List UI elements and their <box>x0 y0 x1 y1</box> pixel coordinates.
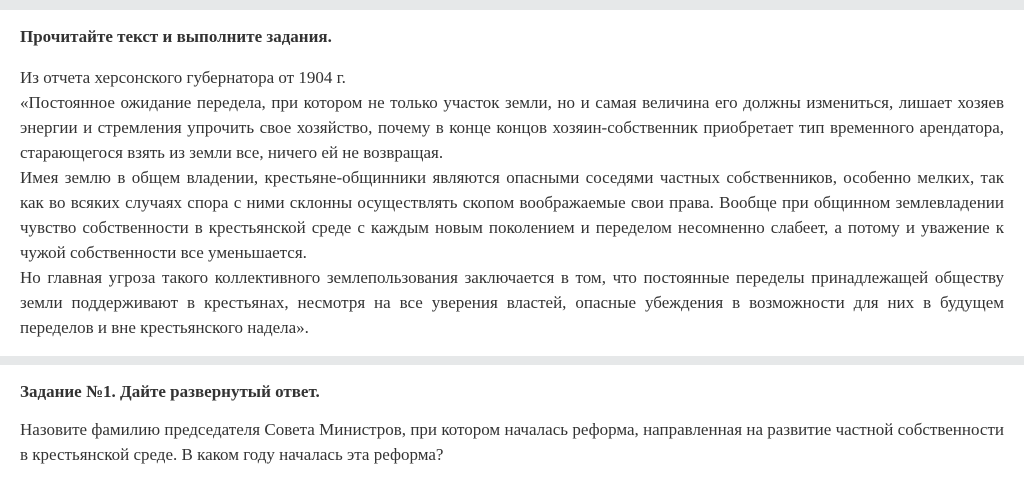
paragraph-2: Имея землю в общем владении, крестьяне-общинники являются опасными соседями частных собственников, особенно мелких, так как во всяких случаях спора с ними склонны осуществлять скопом воображаемые свои права. Вообще при общинном землевладении чувство собственности в крестьянской среде с каждым новым поколением и переделом несомненно слабеет, а потому и уважение к чужой собственности все уменьшается. <box>20 168 1004 262</box>
source-line: Из отчета херсонского губернатора от 1904 г. <box>20 68 346 87</box>
reading-heading: Прочитайте текст и выполните задания. <box>20 27 332 46</box>
reading-text <box>20 65 1004 340</box>
reading-card <box>0 10 1024 356</box>
paragraph-3: Но главная угроза такого коллективного землепользования заключается в том, что постоянные переделы принадлежащей обществу земли поддерживают в крестьянах, несмотря на все уверения властей, опасные убеждения в возможности для них в будущем переделов и вне крестьянского надела». <box>20 268 1004 337</box>
task-question: Назовите фамилию председателя Совета Министров, при котором началась реформа, направленная на развитие частной собственности в крестьянской среде. В каком году началась эта реформа? <box>20 420 1004 464</box>
paragraph-1: «Постоянное ожидание передела, при котором не только участок земли, но и самая величина его должны измениться, лишает хозяев энергии и стремления упрочить свое хозяйство, почему в конце концов хозяин-собственник приобретает тип временного арендатора, старающегося взять из земли все, ничего ей не возвращая. <box>20 93 1004 162</box>
task-question-block <box>20 417 1004 467</box>
task-heading: Задание №1. Дайте развернутый ответ. <box>20 382 320 401</box>
task-card <box>0 365 1024 495</box>
